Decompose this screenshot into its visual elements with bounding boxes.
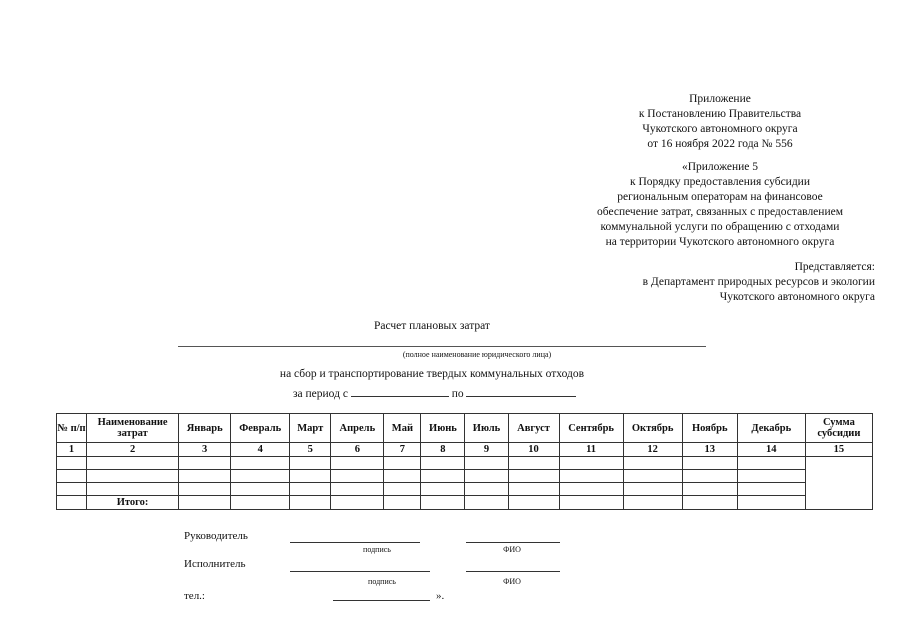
recipient-line: Чукотского автономного округа bbox=[719, 291, 875, 303]
header-cell: № п/п bbox=[57, 414, 87, 443]
total-cell[interactable] bbox=[384, 496, 421, 510]
appendix5-header-line: «Приложение 5 bbox=[681, 161, 759, 173]
header-cell: Октябрь bbox=[623, 414, 682, 443]
column-number-cell: 5 bbox=[290, 443, 331, 457]
table-cell[interactable] bbox=[421, 457, 465, 470]
table-cell[interactable] bbox=[87, 457, 179, 470]
table-cell[interactable] bbox=[290, 483, 331, 496]
executor-label: Исполнитель bbox=[184, 558, 246, 570]
period-prefix: за период с bbox=[293, 388, 348, 400]
executor-name-caption: ФИО bbox=[503, 577, 521, 586]
closing-mark: ». bbox=[436, 590, 445, 602]
phone-label: тел.: bbox=[184, 590, 205, 602]
table-cell[interactable] bbox=[623, 483, 682, 496]
appendix5-header-line: коммунальной услуги по обращению с отходами bbox=[600, 221, 840, 233]
table-row bbox=[57, 483, 873, 496]
head-name-caption: ФИО bbox=[503, 545, 521, 554]
table-cell[interactable] bbox=[231, 483, 290, 496]
header-cell: Январь bbox=[179, 414, 231, 443]
costs-table bbox=[56, 413, 873, 510]
header-cell: Декабрь bbox=[737, 414, 805, 443]
column-number-cell: 4 bbox=[231, 443, 290, 457]
header-cell: Март bbox=[290, 414, 331, 443]
total-row bbox=[57, 496, 873, 510]
table-cell[interactable] bbox=[87, 483, 179, 496]
table-cell[interactable] bbox=[384, 483, 421, 496]
recipient-line: в Департамент природных ресурсов и экологии bbox=[642, 276, 875, 288]
total-cell[interactable] bbox=[331, 496, 384, 510]
total-cell[interactable] bbox=[559, 496, 623, 510]
header-cell: Наименование затрат bbox=[87, 414, 179, 443]
table-cell[interactable] bbox=[384, 457, 421, 470]
total-cell[interactable] bbox=[231, 496, 290, 510]
period-line bbox=[293, 385, 593, 400]
column-number-cell: 10 bbox=[508, 443, 559, 457]
total-cell[interactable] bbox=[465, 496, 508, 510]
table-cell[interactable] bbox=[465, 457, 508, 470]
total-cell[interactable] bbox=[623, 496, 682, 510]
table-header-row bbox=[57, 414, 873, 443]
header-cell: Сентябрь bbox=[559, 414, 623, 443]
table-cell[interactable] bbox=[179, 457, 231, 470]
appendix5-header-line: на территории Чукотского автономного округа bbox=[605, 236, 835, 248]
executor-signature-caption: подпись bbox=[368, 577, 396, 586]
table-cell[interactable] bbox=[682, 470, 737, 483]
document-title: Расчет плановых затрат bbox=[374, 320, 490, 332]
table-cell[interactable] bbox=[737, 483, 805, 496]
table-cell[interactable] bbox=[508, 483, 559, 496]
column-number-row bbox=[57, 443, 873, 457]
head-label: Руководитель bbox=[184, 530, 248, 542]
table-cell[interactable] bbox=[465, 470, 508, 483]
column-number-cell: 14 bbox=[737, 443, 805, 457]
table-cell[interactable] bbox=[290, 457, 331, 470]
total-label: Итого: bbox=[87, 496, 179, 510]
appendix5-header bbox=[570, 160, 870, 250]
table-cell[interactable] bbox=[682, 457, 737, 470]
table-cell[interactable] bbox=[384, 470, 421, 483]
total-cell[interactable] bbox=[179, 496, 231, 510]
table-cell[interactable] bbox=[290, 470, 331, 483]
column-number-cell: 1 bbox=[57, 443, 87, 457]
header-cell: Июнь bbox=[421, 414, 465, 443]
column-number-cell: 6 bbox=[331, 443, 384, 457]
period-start-field[interactable] bbox=[351, 385, 449, 397]
table-cell[interactable] bbox=[737, 457, 805, 470]
table-cell[interactable] bbox=[231, 470, 290, 483]
head-signature-line[interactable] bbox=[290, 542, 420, 543]
column-number-cell: 11 bbox=[559, 443, 623, 457]
column-number-cell: 8 bbox=[421, 443, 465, 457]
table-cell[interactable] bbox=[87, 470, 179, 483]
table-row bbox=[57, 470, 873, 483]
appendix-header-line: Чукотского автономного округа bbox=[642, 123, 798, 135]
header-cell: Май bbox=[384, 414, 421, 443]
recipient-block bbox=[560, 260, 875, 305]
total-cell[interactable] bbox=[421, 496, 465, 510]
table-cell[interactable] bbox=[231, 457, 290, 470]
table-row bbox=[57, 457, 873, 470]
table-cell[interactable] bbox=[508, 470, 559, 483]
executor-signature-line[interactable] bbox=[290, 571, 430, 572]
header-cell: Ноябрь bbox=[682, 414, 737, 443]
period-mid: по bbox=[451, 388, 464, 400]
table-cell[interactable] bbox=[465, 483, 508, 496]
head-name-line[interactable] bbox=[466, 542, 560, 543]
table-cell[interactable] bbox=[179, 470, 231, 483]
header-cell: Апрель bbox=[331, 414, 384, 443]
header-cell: Сумма субсидии bbox=[805, 414, 872, 443]
table-cell[interactable] bbox=[331, 457, 384, 470]
appendix5-header-line: обеспечение затрат, связанных с предоставлением bbox=[597, 206, 843, 218]
table-cell[interactable] bbox=[623, 457, 682, 470]
table-cell[interactable] bbox=[421, 470, 465, 483]
table-cell[interactable] bbox=[559, 470, 623, 483]
total-cell[interactable] bbox=[508, 496, 559, 510]
total-cell[interactable] bbox=[290, 496, 331, 510]
appendix-header bbox=[590, 92, 850, 152]
table-cell[interactable] bbox=[737, 470, 805, 483]
total-cell[interactable] bbox=[737, 496, 805, 510]
table-cell[interactable] bbox=[559, 483, 623, 496]
table-cell[interactable] bbox=[623, 470, 682, 483]
period-end-field[interactable] bbox=[466, 385, 576, 397]
column-number-cell: 12 bbox=[623, 443, 682, 457]
table-cell[interactable] bbox=[559, 457, 623, 470]
executor-name-line[interactable] bbox=[466, 571, 560, 572]
total-cell[interactable] bbox=[682, 496, 737, 510]
column-number-cell: 9 bbox=[465, 443, 508, 457]
table-cell[interactable] bbox=[179, 483, 231, 496]
column-number-cell: 15 bbox=[805, 443, 872, 457]
appendix-header-line: к Постановлению Правительства bbox=[638, 108, 802, 120]
table-cell[interactable] bbox=[57, 457, 87, 470]
entity-name-caption: (полное наименование юридического лица) bbox=[402, 350, 552, 359]
recipient-line: Представляется: bbox=[794, 261, 875, 273]
header-cell: Июль bbox=[465, 414, 508, 443]
table-cell[interactable] bbox=[331, 470, 384, 483]
table-cell[interactable] bbox=[508, 457, 559, 470]
head-signature-caption: подпись bbox=[363, 545, 391, 554]
purpose-text: на сбор и транспортирование твердых коммунальных отходов bbox=[279, 368, 585, 380]
header-cell: Февраль bbox=[231, 414, 290, 443]
table-cell[interactable] bbox=[57, 470, 87, 483]
subsidy-sum-cell[interactable] bbox=[805, 457, 872, 510]
entity-name-line bbox=[178, 346, 706, 347]
total-row-cell bbox=[57, 496, 87, 510]
appendix-header-line: от 16 ноября 2022 года № 556 bbox=[647, 138, 793, 150]
column-number-cell: 7 bbox=[384, 443, 421, 457]
table-cell[interactable] bbox=[421, 483, 465, 496]
appendix5-header-line: к Порядку предоставления субсидии bbox=[630, 176, 810, 188]
table-cell[interactable] bbox=[331, 483, 384, 496]
column-number-cell: 3 bbox=[179, 443, 231, 457]
appendix-header-line: Приложение bbox=[689, 93, 751, 105]
table-cell[interactable] bbox=[682, 483, 737, 496]
column-number-cell: 13 bbox=[682, 443, 737, 457]
table-cell[interactable] bbox=[57, 483, 87, 496]
phone-field[interactable] bbox=[333, 600, 430, 601]
column-number-cell: 2 bbox=[87, 443, 179, 457]
appendix5-header-line: региональным операторам на финансовое bbox=[617, 191, 823, 203]
header-cell: Август bbox=[508, 414, 559, 443]
